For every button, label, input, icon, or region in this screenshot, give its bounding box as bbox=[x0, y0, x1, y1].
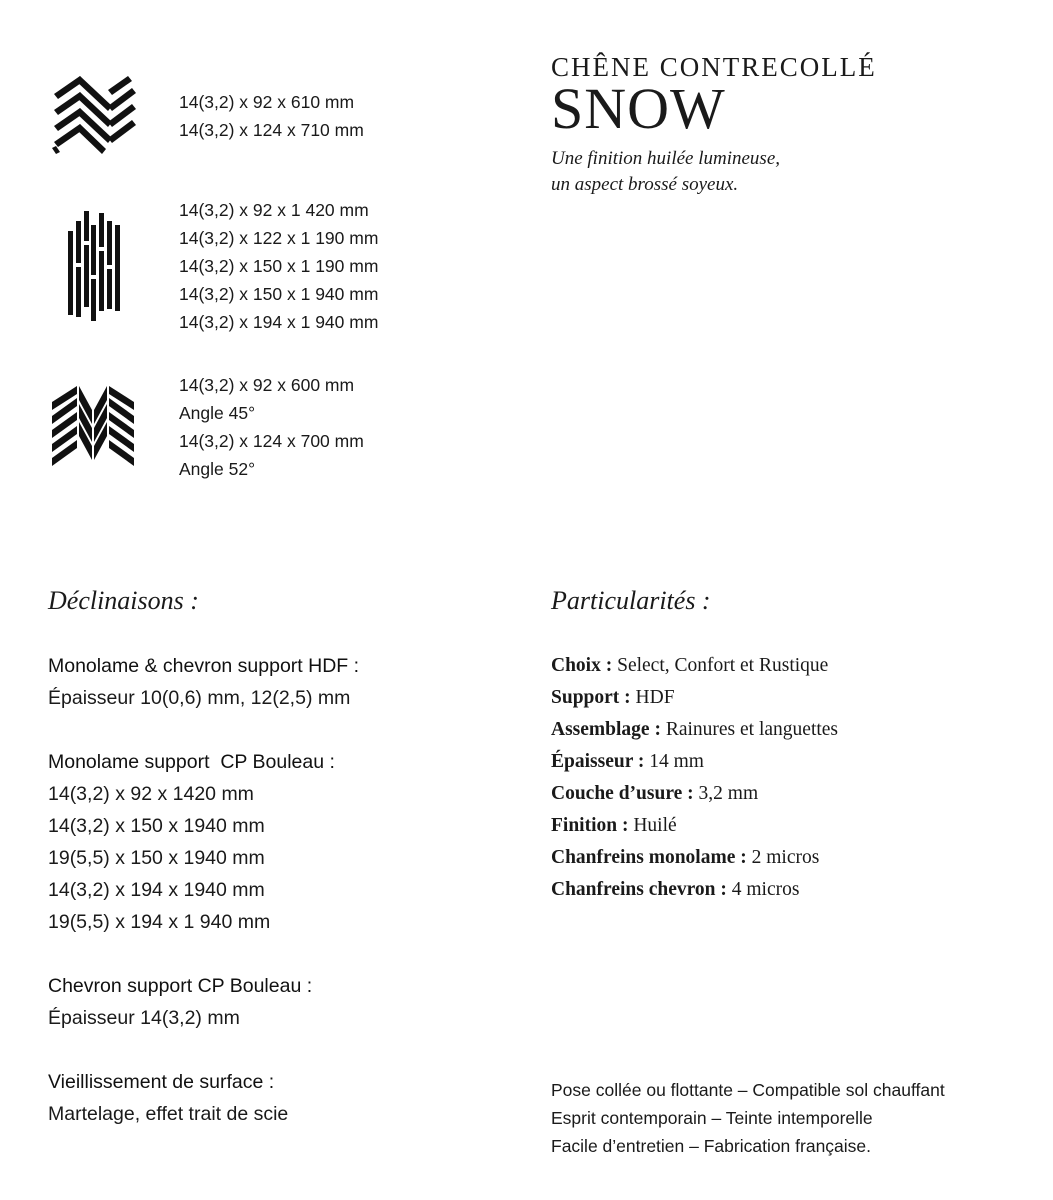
spec-label: Épaisseur : bbox=[551, 751, 645, 772]
dimension-line: 14(3,2) x 150 x 1 940 mm bbox=[179, 284, 379, 304]
herringbone-pattern-icon bbox=[50, 76, 136, 156]
spec-row bbox=[551, 746, 838, 778]
product-tagline bbox=[551, 146, 877, 198]
declinaison-group bbox=[48, 746, 359, 938]
spec-label: Support : bbox=[551, 687, 631, 708]
group-line: 14(3,2) x 194 x 1940 mm bbox=[48, 879, 265, 901]
spec-value: 3,2 mm bbox=[698, 783, 759, 804]
spec-label: Couche d’usure : bbox=[551, 783, 694, 804]
spec-value: Select, Confort et Rustique bbox=[617, 655, 829, 676]
group-title: Vieillissement de surface : bbox=[48, 1071, 275, 1093]
spec-value: HDF bbox=[635, 687, 675, 708]
herringbone-dimensions bbox=[179, 88, 364, 144]
spec-label: Chanfreins monolame : bbox=[551, 847, 747, 868]
spec-label: Assemblage : bbox=[551, 719, 661, 740]
group-line: Épaisseur 14(3,2) mm bbox=[48, 1007, 240, 1029]
declinaison-group bbox=[48, 1066, 359, 1130]
product-subtitle: CHÊNE CONTRECOLLÉ bbox=[551, 52, 877, 82]
spec-label: Finition : bbox=[551, 815, 629, 836]
dimension-line: 14(3,2) x 194 x 1 940 mm bbox=[179, 312, 379, 332]
group-line: 14(3,2) x 92 x 1420 mm bbox=[48, 783, 254, 805]
spec-row bbox=[551, 810, 838, 842]
spec-row bbox=[551, 682, 838, 714]
dimension-line: 14(3,2) x 92 x 610 mm bbox=[179, 92, 355, 112]
declinaisons-heading: Déclinaisons : bbox=[48, 586, 199, 615]
spec-value: 14 mm bbox=[649, 751, 704, 772]
group-line: Épaisseur 10(0,6) mm, 12(2,5) mm bbox=[48, 687, 351, 709]
particularites-heading: Particularités : bbox=[551, 586, 711, 615]
group-title: Monolame & chevron support HDF : bbox=[48, 655, 360, 677]
declinaison-group bbox=[48, 970, 359, 1034]
spec-row bbox=[551, 778, 838, 810]
group-line: 19(5,5) x 194 x 1 940 mm bbox=[48, 911, 271, 933]
plank-pattern-icon bbox=[67, 211, 121, 321]
declinaisons-list bbox=[48, 650, 359, 1162]
spec-row bbox=[551, 650, 838, 682]
spec-label: Choix : bbox=[551, 655, 613, 676]
dimension-line: 14(3,2) x 92 x 1 420 mm bbox=[179, 200, 369, 220]
product-title: SNOW bbox=[551, 76, 726, 141]
chevron-pattern-icon bbox=[50, 386, 136, 470]
chevron-dimensions bbox=[179, 371, 364, 483]
angle-line: Angle 45° bbox=[179, 403, 256, 423]
group-line: 19(5,5) x 150 x 1940 mm bbox=[48, 847, 265, 869]
dimension-line: 14(3,2) x 150 x 1 190 mm bbox=[179, 256, 379, 276]
group-title: Chevron support CP Bouleau : bbox=[48, 975, 313, 997]
spec-row bbox=[551, 714, 838, 746]
plank-dimensions bbox=[179, 196, 378, 336]
dimension-line: 14(3,2) x 122 x 1 190 mm bbox=[179, 228, 379, 248]
spec-row bbox=[551, 874, 838, 906]
particularites-list bbox=[551, 650, 838, 906]
spec-value: 4 micros bbox=[731, 879, 800, 900]
dimension-line: 14(3,2) x 92 x 600 mm bbox=[179, 375, 355, 395]
footer-notes bbox=[551, 1076, 945, 1160]
spec-value: Huilé bbox=[633, 815, 677, 836]
footer-line: Facile d’entretien – Fabrication française. bbox=[551, 1136, 872, 1156]
angle-line: Angle 52° bbox=[179, 459, 256, 479]
dimension-line: 14(3,2) x 124 x 700 mm bbox=[179, 431, 364, 451]
dimension-line: 14(3,2) x 124 x 710 mm bbox=[179, 120, 364, 140]
product-title-block bbox=[551, 52, 877, 198]
tagline-line: un aspect brossé soyeux. bbox=[551, 174, 739, 195]
spec-value: 2 micros bbox=[751, 847, 820, 868]
tagline-line: Une finition huilée lumineuse, bbox=[551, 148, 781, 169]
spec-label: Chanfreins chevron : bbox=[551, 879, 727, 900]
group-line: 14(3,2) x 150 x 1940 mm bbox=[48, 815, 265, 837]
group-title: Monolame support CP Bouleau : bbox=[48, 751, 335, 773]
spec-row bbox=[551, 842, 838, 874]
footer-line: Pose collée ou flottante – Compatible sol chauffant bbox=[551, 1080, 945, 1100]
spec-value: Rainures et languettes bbox=[665, 719, 839, 740]
footer-line: Esprit contemporain – Teinte intemporelle bbox=[551, 1108, 873, 1128]
group-line: Martelage, effet trait de scie bbox=[48, 1103, 289, 1125]
declinaison-group bbox=[48, 650, 359, 714]
